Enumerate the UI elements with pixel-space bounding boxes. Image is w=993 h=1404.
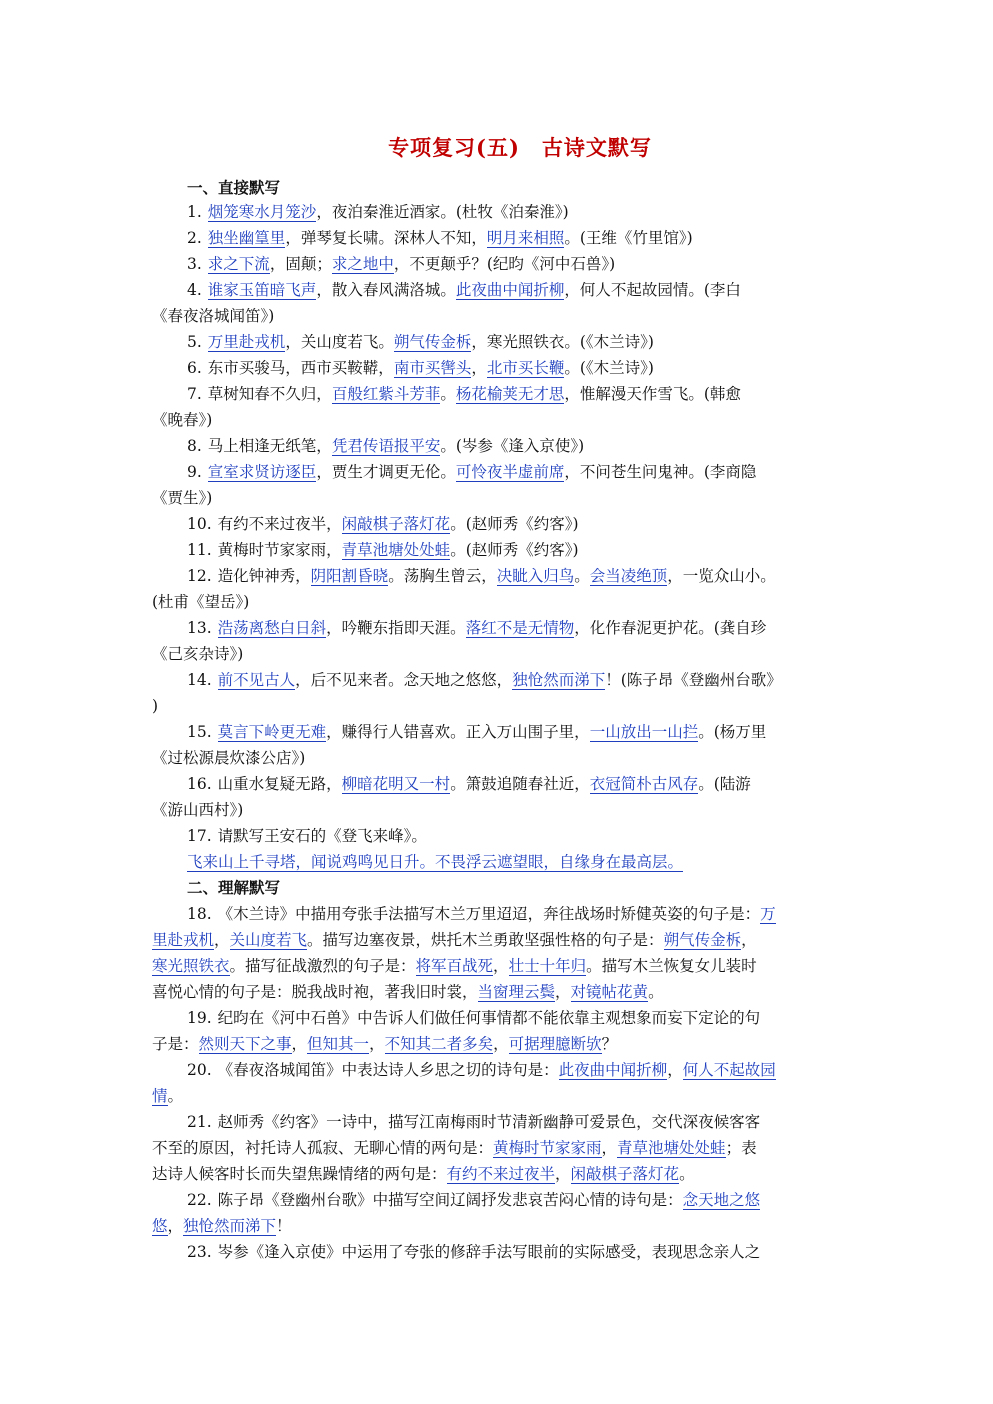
question-number: 6. <box>187 359 202 377</box>
question-text: ， <box>493 957 509 975</box>
answer-text: 何人不起故园 <box>682 1061 776 1079</box>
answer-text: 求之下流 <box>207 255 270 273</box>
text-line <box>187 436 851 456</box>
question-text: 。 <box>574 567 590 585</box>
question-number: 22. <box>187 1191 212 1209</box>
text-line <box>152 930 851 950</box>
question-text: ， <box>167 1217 184 1235</box>
question-text: ，赚得行人错喜欢。正入万山围子里， <box>326 723 590 741</box>
answer-text: 决眦入归鸟 <box>496 567 575 585</box>
answer-text: 万里赴戎机 <box>207 333 286 351</box>
text-line <box>187 254 851 274</box>
text-line <box>187 462 851 482</box>
text-line <box>187 670 851 690</box>
question-text: 《己亥杂诗》) <box>152 645 244 663</box>
answer-text: 北市买长鞭 <box>486 359 565 377</box>
text-line <box>187 332 851 352</box>
answer-text: 情 <box>152 1087 168 1105</box>
answer-text: 一山放出一山拦 <box>589 723 699 741</box>
question-text: 《春夜洛城闻笛》) <box>152 307 275 325</box>
answer-text: 莫言下岭更无难 <box>217 723 327 741</box>
question-text: 岑参《逢入京使》中运用了夸张的修辞手法写眼前的实际感受，表现思念亲人之 <box>217 1243 761 1261</box>
question-number: 12. <box>187 567 212 585</box>
question-text: 纪昀在《河中石兽》中告诉人们做任何事情都不能依靠主观想象而妄下定论的句 <box>217 1009 761 1027</box>
text-line <box>152 410 851 430</box>
answer-text: 独怆然而涕下 <box>183 1217 277 1235</box>
text-line <box>187 1008 851 1028</box>
question-text: 《过松源晨炊漆公店》) <box>152 749 306 767</box>
question-text: ， <box>741 931 757 949</box>
question-number: 18. <box>187 905 212 923</box>
answer-text: 寒光照铁衣 <box>152 957 230 975</box>
answer-text: 万 <box>760 905 776 923</box>
text-line <box>152 306 851 326</box>
text-line <box>152 1086 851 1106</box>
answer-text: 南市买辔头 <box>393 359 472 377</box>
question-text: ，寒光照铁衣。(《木兰诗》) <box>471 333 654 351</box>
answer-text: 朔气传金柝 <box>663 931 742 949</box>
answer-text: 但知其一 <box>307 1035 370 1053</box>
question-text: ，一览众山小。 <box>667 567 776 585</box>
question-text: 山重水复疑无路， <box>217 775 342 793</box>
question-text: 。(陆游 <box>698 775 751 793</box>
question-text: 陈子昂《登幽州台歌》中描写空间辽阔抒发悲哀苦闷心情的诗句是： <box>217 1191 683 1209</box>
question-text: ，化作春泥更护花。(龚自珍 <box>574 619 767 637</box>
question-number: 19. <box>187 1009 212 1027</box>
question-number: 10. <box>187 515 212 533</box>
question-text: 。(王维《竹里馆》) <box>564 229 693 247</box>
text-line <box>187 774 851 794</box>
text-line <box>187 1060 851 1080</box>
answer-text: 阴阳割昏晓 <box>310 567 389 585</box>
question-text: 有约不来过夜半， <box>217 515 342 533</box>
question-text: 不至的原因，衬托诗人孤寂、无聊心情的两句是： <box>152 1139 494 1157</box>
question-number: 1. <box>187 203 202 221</box>
answer-text: 落红不是无情物 <box>465 619 575 637</box>
section-heading: 二、理解默写 <box>187 878 281 897</box>
answer-text: 独坐幽篁里 <box>207 229 286 247</box>
question-number: 4. <box>187 281 202 299</box>
answer-text: 衣冠简朴古风存 <box>589 775 699 793</box>
question-text: ，不问苍生问鬼神。(李商隐 <box>564 463 757 481</box>
question-text: ，关山度若飞。 <box>285 333 394 351</box>
question-text: 。 <box>679 1165 695 1183</box>
question-text: 。 <box>648 983 664 1001</box>
question-text: ， <box>555 983 571 1001</box>
text-line <box>152 1164 851 1184</box>
answer-text: 此夜曲中闻折柳 <box>455 281 565 299</box>
question-text: ) <box>152 697 159 715</box>
answer-text: 闲敲棋子落灯花 <box>570 1165 680 1183</box>
question-number: 3. <box>187 255 202 273</box>
question-text: 草树知春不久归， <box>207 385 332 403</box>
question-number: 2. <box>187 229 202 247</box>
answer-text: 然则天下之事 <box>198 1035 292 1053</box>
question-text: 。(赵师秀《约客》) <box>450 541 579 559</box>
text-line <box>187 566 851 586</box>
text-line <box>187 384 851 404</box>
text-line <box>152 748 851 768</box>
question-text: ，夜泊秦淮近酒家。(杜牧《泊秦淮》) <box>316 203 569 221</box>
text-line <box>152 1034 851 1054</box>
question-text: ，固颠； <box>269 255 332 273</box>
text-line <box>152 982 851 1002</box>
question-text: 《游山西村》) <box>152 801 244 819</box>
answer-text: 青草池塘处处蛙 <box>617 1139 726 1157</box>
question-number: 14. <box>187 671 212 689</box>
text-line <box>152 1216 851 1236</box>
question-text: ，不更颠乎？(纪昀《河中石兽》) <box>393 255 616 273</box>
question-number: 5. <box>187 333 202 351</box>
answer-text: 浩荡离愁白日斜 <box>217 619 327 637</box>
text-line <box>152 1138 851 1158</box>
text-line <box>187 514 851 534</box>
question-text: ， <box>667 1061 683 1079</box>
answer-text: 不知其二者多矣 <box>384 1035 494 1053</box>
text-line <box>152 488 851 508</box>
answer-text: 百般红紫斗芳菲 <box>331 385 441 403</box>
question-text: ， <box>369 1035 385 1053</box>
answer-text: 悠 <box>152 1217 168 1235</box>
answer-text: 烟笼寒水月笼沙 <box>207 203 317 221</box>
question-number: 7. <box>187 385 202 403</box>
answer-text: 可据理臆断欤 <box>508 1035 602 1053</box>
question-text: ；表 <box>725 1139 757 1157</box>
text-line <box>152 644 851 664</box>
question-text: ，贾生才调更无伦。 <box>316 463 456 481</box>
section-heading: 一、直接默写 <box>187 178 281 197</box>
question-number: 20. <box>187 1061 212 1079</box>
text-line <box>152 800 851 820</box>
question-number: 16. <box>187 775 212 793</box>
text-line <box>187 722 851 742</box>
question-text: ，吟鞭东指即天涯。 <box>326 619 466 637</box>
question-text: ，弹琴复长啸。深林人不知， <box>285 229 487 247</box>
question-text: 喜悦心情的句子是：脱我战时袍，著我旧时裳， <box>152 983 478 1001</box>
question-text: ！ <box>276 1217 292 1235</box>
question-text: 。描写边塞夜景，烘托木兰勇敢坚强性格的句子是： <box>307 931 664 949</box>
question-text: 东市买骏马，西市买鞍鞯， <box>207 359 394 377</box>
question-text: 。描写征战激烈的句子是： <box>229 957 416 975</box>
question-number: 23. <box>187 1243 212 1261</box>
text-line <box>187 202 851 222</box>
question-text: ， <box>555 1165 571 1183</box>
question-text: ，后不见来者。念天地之悠悠， <box>295 671 513 689</box>
question-text: 子是： <box>152 1035 199 1053</box>
question-text: 赵师秀《约客》一诗中，描写江南梅雨时节清新幽静可爱景色，交代深夜候客客 <box>217 1113 761 1131</box>
text-line <box>187 540 851 560</box>
answer-text: 黄梅时节家家雨 <box>493 1139 602 1157</box>
question-text: 《晚春》) <box>152 411 213 429</box>
question-text: ，惟解漫天作雪飞。(韩愈 <box>564 385 741 403</box>
question-text: 。箫鼓追随春社近， <box>450 775 590 793</box>
answer-text: 有约不来过夜半 <box>446 1165 556 1183</box>
answer-text: 前不见古人 <box>217 671 296 689</box>
question-text: 。(杨万里 <box>698 723 767 741</box>
question-text: 达诗人候客时长而失望焦躁情绪的两句是： <box>152 1165 447 1183</box>
question-text: ，何人不起故园情。(李白 <box>564 281 741 299</box>
question-text: 《贾生》) <box>152 489 213 507</box>
answer-text: 当窗理云鬓 <box>477 983 556 1001</box>
question-text: ， <box>214 931 230 949</box>
answer-text: 独怆然而涕下 <box>512 671 606 689</box>
question-number: 8. <box>187 437 202 455</box>
question-text: ？ <box>601 1035 618 1053</box>
text-line <box>187 1242 851 1262</box>
answer-text: 对镜帖花黄 <box>570 983 649 1001</box>
question-text: ， <box>601 1139 618 1157</box>
text-line <box>187 1190 851 1210</box>
question-text: 《春夜洛城闻笛》中表达诗人乡思之切的诗句是： <box>217 1061 559 1079</box>
text-line <box>187 358 851 378</box>
text-line <box>187 904 851 924</box>
answer-text: 会当凌绝顶 <box>589 567 668 585</box>
answer-text: 关山度若飞 <box>229 931 308 949</box>
text-line <box>187 618 851 638</box>
text-line <box>187 1112 851 1132</box>
text-line <box>152 956 851 976</box>
answer-text: 飞来山上千寻塔，闻说鸡鸣见日升。不畏浮云遮望眼，自缘身在最高层。 <box>187 853 684 871</box>
question-text: ， <box>493 1035 509 1053</box>
answer-text: 谁家玉笛暗飞声 <box>207 281 317 299</box>
answer-text: 壮士十年归 <box>508 957 587 975</box>
question-text: 。 <box>440 385 456 403</box>
answer-text: 念天地之悠 <box>682 1191 761 1209</box>
text-line <box>187 852 851 872</box>
page-title: 专项复习(五) 古诗文默写 <box>388 135 652 160</box>
answer-text: 求之地中 <box>331 255 394 273</box>
text-line <box>152 696 851 716</box>
text-line <box>152 592 851 612</box>
text-line <box>187 280 851 300</box>
question-text: ， <box>291 1035 308 1053</box>
answer-text: 凭君传语报平安 <box>331 437 441 455</box>
question-number: 13. <box>187 619 212 637</box>
answer-text: 可怜夜半虚前席 <box>455 463 565 481</box>
question-text: ， <box>471 359 487 377</box>
question-text: ！(陈子昂《登幽州台歌》 <box>605 671 782 689</box>
answer-text: 杨花榆荚无才思 <box>455 385 565 403</box>
answer-text: 朔气传金柝 <box>393 333 472 351</box>
question-text: 。(岑参《逢入京使》) <box>440 437 585 455</box>
answer-text: 青草池塘处处蛙 <box>341 541 451 559</box>
answer-text: 将军百战死 <box>415 957 494 975</box>
question-text: 《木兰诗》中描用夸张手法描写木兰万里迢迢，奔往战场时矫健英姿的句子是： <box>217 905 761 923</box>
answer-text: 此夜曲中闻折柳 <box>558 1061 668 1079</box>
answer-text: 闲敲棋子落灯花 <box>341 515 451 533</box>
question-text: 。荡胸生曾云， <box>388 567 497 585</box>
question-text: 黄梅时节家家雨， <box>217 541 342 559</box>
question-text: ，散入春风满洛城。 <box>316 281 456 299</box>
answer-text: 宣室求贤访逐臣 <box>207 463 317 481</box>
text-line <box>187 826 851 846</box>
question-number: 17. <box>187 827 212 845</box>
question-number: 21. <box>187 1113 212 1131</box>
text-line <box>187 228 851 248</box>
question-text: 造化钟神秀， <box>217 567 311 585</box>
answer-text: 里赴戎机 <box>152 931 215 949</box>
question-text: 请默写王安石的《登飞来峰》。 <box>217 827 427 845</box>
question-text: (杜甫《望岳》) <box>152 593 250 611</box>
question-number: 11. <box>187 541 212 559</box>
question-text: 。(《木兰诗》) <box>564 359 654 377</box>
question-text: 。(赵师秀《约客》) <box>450 515 579 533</box>
question-text: 。 <box>167 1087 184 1105</box>
question-number: 9. <box>187 463 202 481</box>
answer-text: 明月来相照 <box>486 229 565 247</box>
question-text: 马上相逢无纸笔， <box>207 437 332 455</box>
answer-text: 柳暗花明又一村 <box>341 775 451 793</box>
question-number: 15. <box>187 723 212 741</box>
question-text: 。描写木兰恢复女儿装时 <box>586 957 757 975</box>
